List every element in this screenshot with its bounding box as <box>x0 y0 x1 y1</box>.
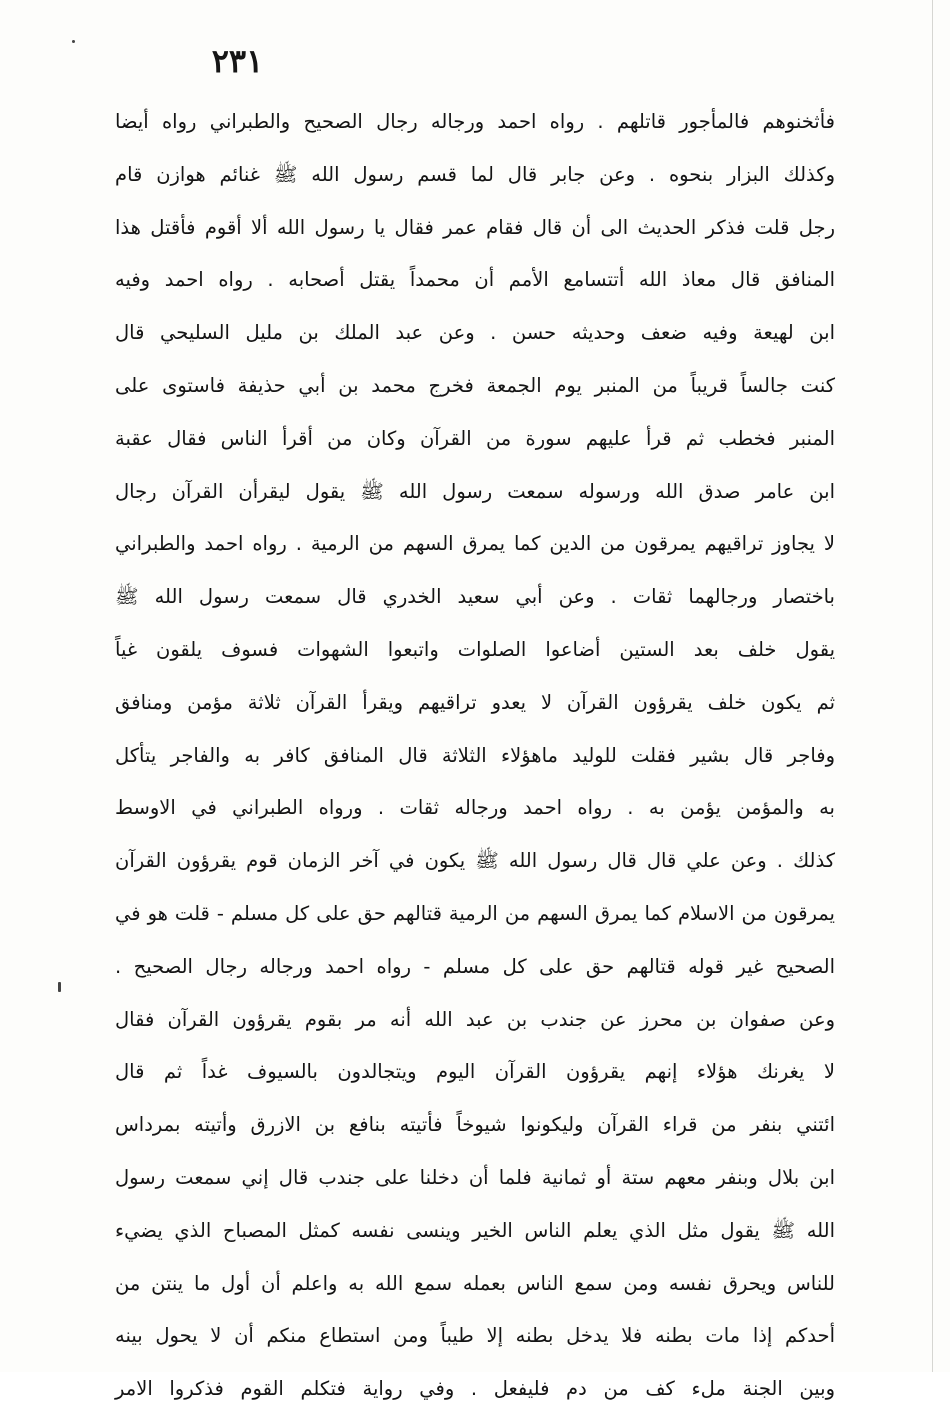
text-line: لا يجاوز تراقيهم يمرقون من الدين كما يمرق السهم من الرمية . رواه احمد والطبراني <box>115 532 835 556</box>
text-line: يمرقون من الاسلام كما يمرق السهم من الرمية قتالهم حق على كل مسلم - قلت هو في <box>115 901 835 925</box>
text-line: به والمؤمن يؤمن به . رواه احمد ورجاله ثقات . ورواه الطبراني في الاوسط <box>115 796 835 820</box>
text-line: الله ﷺ يقول مثل الذي يعلم الناس الخير وينسى نفسه كمثل المصباح الذي يضيء <box>115 1218 835 1242</box>
text-line: أحدكم إذا مات بطنه فلا يدخل بطنه إلا طيباً ومن استطاع منكم أن لا يحول بينه <box>115 1324 835 1348</box>
text-line: ائتني بنفر من قراء القرآن وليكونوا شيوخاً فأتيته بنافع بن الازرق وأتيته بمرداس <box>115 1113 835 1137</box>
text-line: كنت جالساً قريباً من المنبر يوم الجمعة فخرج محمد بن أبي حذيفة فاستوى على <box>115 373 835 397</box>
text-line: رجل قلت فذكر الحديث الى أن قال فقام عمر فقال يا رسول الله ألا أقوم فأقتل هذا <box>115 215 835 239</box>
text-line: فأثخنوهم فالمأجور قاتلهم . رواه احمد ورجاله رجال الصحيح والطبراني رواه أيضا <box>115 110 835 133</box>
text-line: الصحيح غير قوله قتالهم حق على كل مسلم - رواه احمد ورجاله رجال الصحيح . <box>115 954 835 978</box>
text-line: وفاجر قال بشير فقلت للوليد ماهؤلاء الثلاثة قال المنافق كافر به والفاجر يتأكل <box>115 743 835 767</box>
text-line: ابن بلال وبنفر معهم ستة أو ثمانية فلما أن دخلنا على جندب قال إني سمعت رسول <box>115 1165 835 1189</box>
text-line: المنبر فخطب ثم قرأ عليهم سورة من القرآن وكان من أقرأ الناس فقال عقبة <box>115 426 835 450</box>
page-number: ٢٣١ <box>211 42 264 80</box>
text-line: يقول خلف بعد الستين أضاعوا الصلوات واتبعوا الشهوات فسوف يلقون غياً <box>115 637 835 661</box>
text-line: ابن عامر صدق الله ورسوله سمعت رسول الله ﷺ يقول ليقرأن القرآن رجال <box>115 479 835 503</box>
text-line: المنافق قال معاذ الله أتتسامع الأمم أن محمداً يقتل أصحابه . رواه احمد وفيه <box>115 268 835 292</box>
text-line: كذلك . وعن علي قال قال رسول الله ﷺ يكون في آخر الزمان قوم يقرؤون القرآن <box>115 849 835 873</box>
text-line: وبين الجنة ملء كف من دم فليفعل . وفي رواية فتكلم القوم فذكروا الامر <box>115 1377 835 1401</box>
text-line: وكذلك البزار بنحوه . وعن جابر قال لما قسم رسول الله ﷺ غنائم هوازن قام <box>115 162 835 186</box>
ink-speck <box>58 982 61 992</box>
text-line: ثم يكون خلف يقرؤون القرآن لا يعدو تراقيهم ويقرأ القرآن ثلاثة مؤمن ومنافق <box>115 690 835 714</box>
text-line: ابن لهيعة وفيه ضعف وحديثه حسن . وعن عبد الملك بن مليل السليحي قال <box>115 321 835 345</box>
page-fold-line <box>932 0 933 1372</box>
text-line: باختصار ورجالهما ثقات . وعن أبي سعيد الخدري قال سمعت رسول الله ﷺ <box>115 585 835 609</box>
text-line: وعن صفوان بن محرز عن جندب بن عبد الله أنه مر بقوم يقرؤون القرآن فقال <box>115 1007 835 1031</box>
text-line: للناس ويحرق نفسه ومن سمع الناس بعمله سمع الله به واعلم أن أول ما ينتن من <box>115 1271 835 1295</box>
page-body-text <box>115 96 835 1416</box>
text-line: لا يغرنك هؤلاء إنهم يقرؤون القرآن اليوم ويتجالدون بالسيوف غداً ثم قال <box>115 1060 835 1084</box>
